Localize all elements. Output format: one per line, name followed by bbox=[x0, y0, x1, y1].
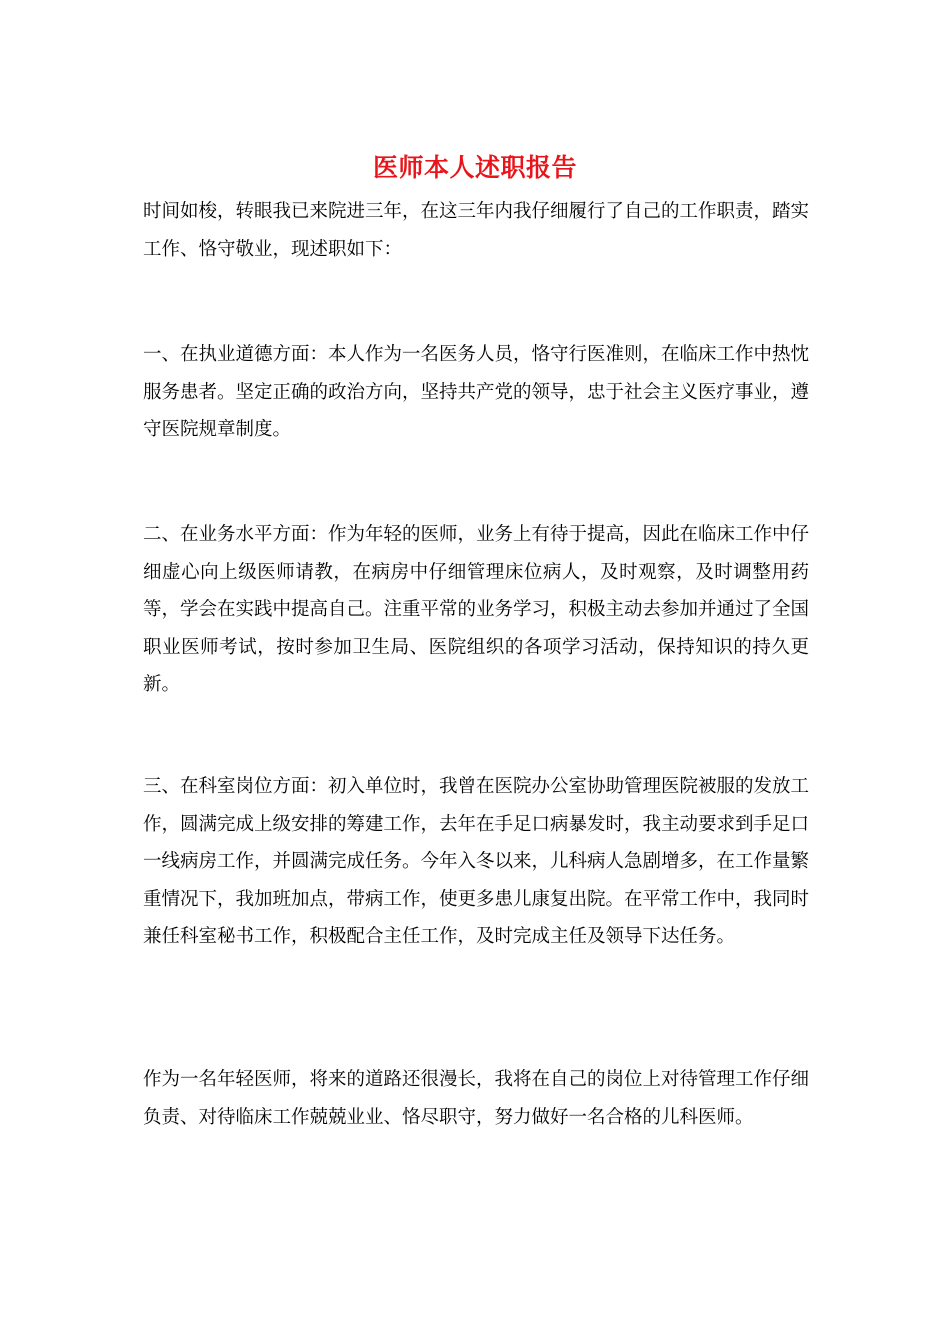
document-title: 医师本人述职报告 bbox=[372, 153, 577, 182]
paragraph-intro: 时间如梭，转眼我已来院进三年，在这三年内我仔细履行了自己的工作职责，踏实工作、恪守敬业，现述职如下： bbox=[143, 201, 810, 260]
paragraph-professional-level: 二、在业务水平方面：作为年轻的医师，业务上有待于提高，因此在临床工作中仔细虚心向上级医师请教，在病房中仔细管理床位病人，及时观察，及时调整用药等，学会在实践中提高自己。注重平常的业务学习，积极主动去参加并通过了全国职业医师考试，按时参加卫生局、医院组织的各项学习活动，保持知识的持久更新。 bbox=[143, 524, 810, 695]
paragraph-ethics: 一、在执业道德方面：本人作为一名医务人员，恪守行医准则，在临床工作中热忱服务患者。坚定正确的政治方向，坚持共产党的领导，忠于社会主义医疗事业，遵守医院规章制度。 bbox=[143, 344, 810, 440]
paragraph-department-duties: 三、在科室岗位方面：初入单位时，我曾在医院办公室协助管理医院被服的发放工作，圆满完成上级安排的筹建工作，去年在手足口病暴发时，我主动要求到手足口一线病房工作，并圆满完成任务。今年入冬以来，儿科病人急剧增多，在工作量繁重情况下，我加班加点，带病工作，使更多患儿康复出院。在平常工作中，我同时兼任科室秘书工作，积极配合主任工作，及时完成主任及领导下达任务。 bbox=[143, 776, 810, 947]
paragraph-conclusion: 作为一名年轻医师，将来的道路还很漫长，我将在自己的岗位上对待管理工作仔细负责、对待临床工作兢兢业业、恪尽职守，努力做好一名合格的儿科医师。 bbox=[143, 1069, 810, 1128]
